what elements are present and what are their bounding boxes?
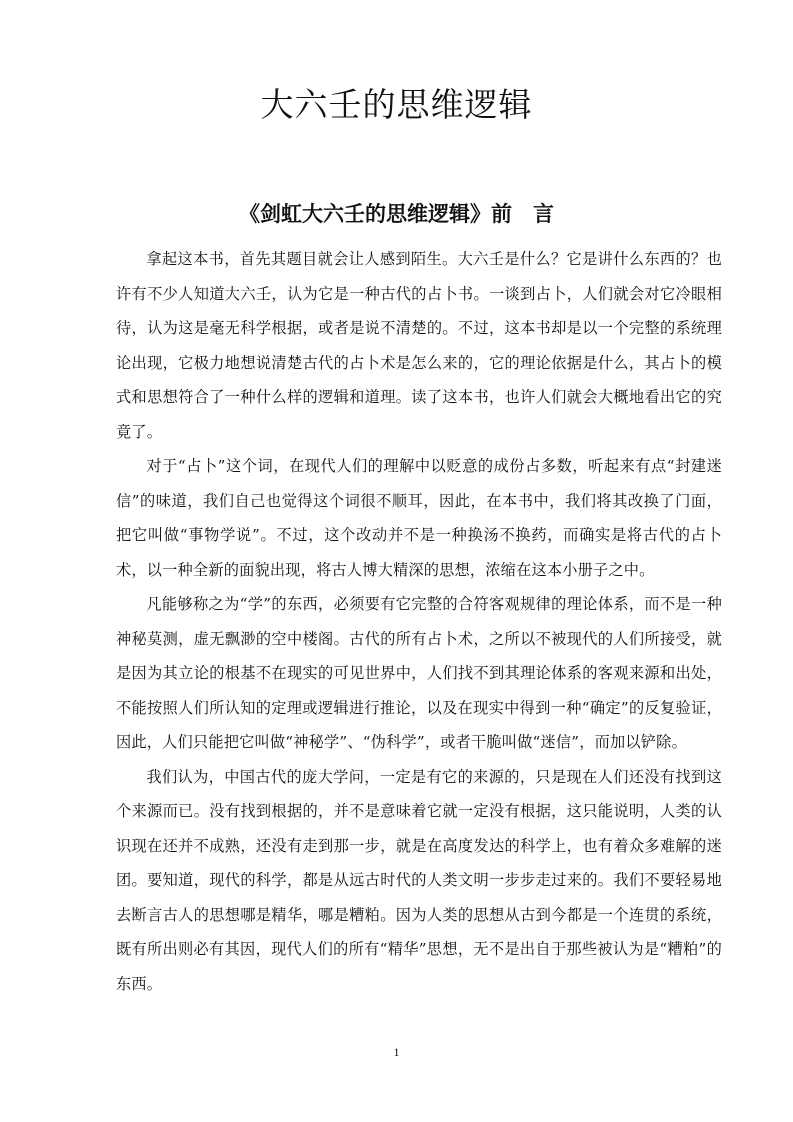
paragraph: 拿起这本书，首先其题目就会让人感到陌生。大六壬是什么？它是讲什么东西的？也许有不少人知道大六壬，认为它是一种古代的占卜书。一谈到占卜，人们就会对它冷眼相待，认为这是毫无科学根据，或者是说不清楚的。不过，这本书却是以一个完整的系统理论出现，它极力地想说清楚古代的占卜术是怎么来的，它的理论依据是什么，其占卜的模式和思想符合了一种什么样的逻辑和道理。读了这本书，也许人们就会大概地看出它的究竟了。	[116, 250, 722, 441]
paragraph: 凡能够称之为“学”的东西，必须要有它完整的合符客观规律的理论体系，而不是一种神秘莫测，虚无飘渺的空中楼阁。古代的所有占卜术，之所以不被现代的人们所接受，就是因为其立论的根基不在现实的可见世界中，人们找不到其理论体系的客观来源和出处，不能按照人们所认知的定理或逻辑进行推论，以及在现实中得到一种“确定”的反复验证，因此，人们只能把它叫做“神秘学”、“伪科学”，或者干脆叫做“迷信”，而加以铲除。	[116, 595, 722, 751]
document-title: 大六壬的思维逻辑	[260, 85, 533, 124]
page-number: 1	[393, 1045, 400, 1059]
paragraph: 我们认为，中国古代的庞大学问，一定是有它的来源的，只是现在人们还没有找到这个来源而已。没有找到根据的，并不是意味着它就一定没有根据，这只能说明，人类的认识现在还并不成熟，还没有走到那一步，就是在高度发达的科学上，也有着众多难解的迷团。要知道，现代的科学，都是从远古时代的人类文明一步步走过来的。我们不要轻易地去断言古人的思想哪是精华，哪是糟粕。因为人类的思想从古到今都是一个连贯的系统，既有所出则必有其因，现代人们的所有“精华”思想，无不是出自于那些被认为是“糟粕”的东西。	[116, 767, 722, 993]
section-heading: 《剑虹大六壬的思维逻辑》前 言	[239, 202, 554, 226]
paragraph: 对于“占卜”这个词，在现代人们的理解中以贬意的成份占多数，听起来有点“封建迷信”的味道，我们自己也觉得这个词很不顺耳，因此，在本书中，我们将其改换了门面，把它叫做“事物学说”。不过，这个改动并不是一种换汤不换药，而确实是将古代的占卜术，以一种全新的面貌出现，将古人博大精深的思想，浓缩在这本小册子之中。	[116, 457, 722, 579]
body-text	[116, 242, 722, 1001]
